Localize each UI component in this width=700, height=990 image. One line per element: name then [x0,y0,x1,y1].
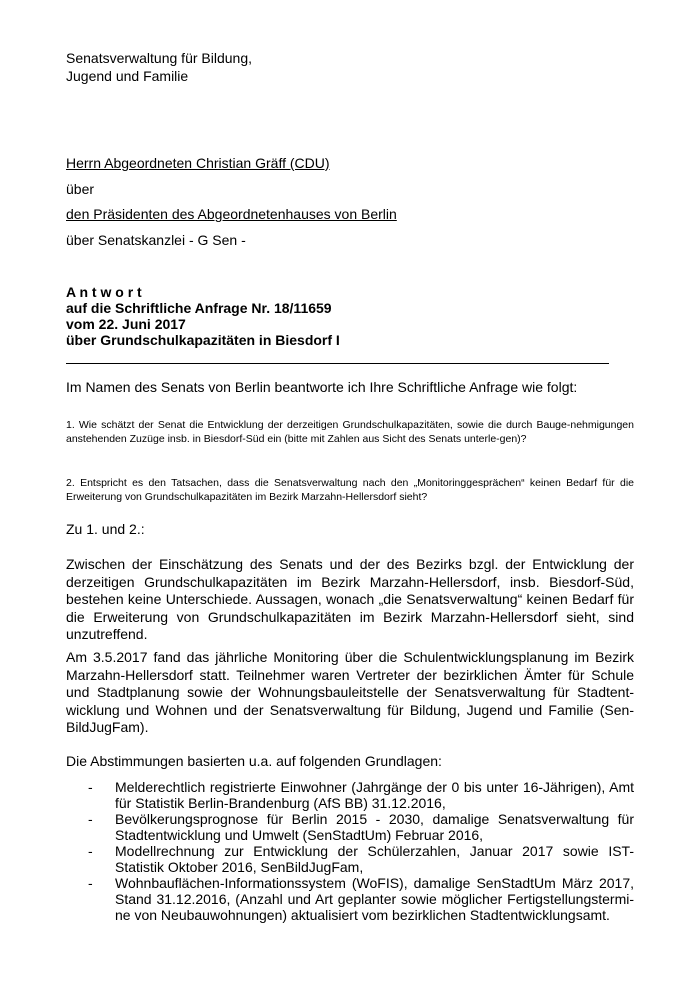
list-item [88,811,634,843]
sender-line-2: Jugend und Familie [66,68,189,84]
sender-block [66,49,252,85]
subject-line-2: vom 22. Juni 2017 [66,316,186,332]
list-item [88,843,634,875]
bullet-marker: - [88,811,93,827]
list-item-text: Modellrechnung zur Entwicklung der Schülerzahlen, Januar 2017 sowie IST-Statistik Oktober 2016, SenBildJugFam, [115,843,634,875]
list-item [88,779,634,811]
bullet-marker: - [88,779,93,795]
bullet-list [88,779,634,923]
list-item [88,875,634,923]
separator-rule [66,363,609,364]
intro-text: Im Namen des Senats von Berlin beantworte ich Ihre Schriftliche Anfrage wie folgt: [66,379,578,395]
list-item-text: Wohnbauflächen-Informationssystem (WoFIS), damalige SenStadtUm März 2017, Stand 31.12.2016, (Anzahl und Art geplanter sowie möglicher Fertigstellungstermi-ne von Neubauwohnungen) aktualisiert vom bezirklichen Stadtentwicklungsamt. [115,875,634,923]
question-1: 1. Wie schätzt der Senat die Entwicklung der derzeitigen Grundschulkapazitäten, sowie die durch Bauge-nehmigungen anstehenden Zuzüge insb. in Biesdorf-Süd ein (bitte mit Zahlen aus Sicht des Senats unterle-gen)? [66,419,634,445]
answer-heading: Zu 1. und 2.: [66,521,145,537]
via-line-2: den Präsidenten des Abgeordnetenhauses von Berlin [66,206,397,222]
bullet-marker: - [88,875,93,891]
list-item-text: Bevölkerungsprognose für Berlin 2015 - 2030, damalige Senatsverwaltung für Stadtentwicklung und Umwelt (SenStadtUm) Februar 2016, [115,811,634,843]
list-item-text: Melderechtlich registrierte Einwohner (Jahrgänge der 0 bis unter 16-Jährigen), Amt für Statistik Berlin-Brandenburg (AfS BB) 31.12.2016, [115,779,634,811]
subject-block [66,284,340,348]
paragraph-2: Am 3.5.2017 fand das jährliche Monitoring über die Schulentwicklungsplanung im Bezirk Marzahn-Hellersdorf statt. Teilnehmer waren Vertreter der bezirklichen Ämter für Schule und Stadtplanung sowie der Wohnungsbauleitstelle der Senatsverwaltung für Stadtent-wicklung und Wohnen und der Senatsverwaltung für Bildung, Jugend und Familie (Sen-BildJugFam). [66,649,634,735]
question-2: 2. Entspricht es den Tatsachen, dass die Senatsverwaltung nach den „Monitoringgesprächen“ keinen Bedarf für die Erweiterung von Grundschulkapazitäten im Bezirk Marzahn-Hellersdorf sieht? [66,477,634,503]
subject-title: A n t w o r t [66,284,142,300]
via-line-1: über [66,181,95,197]
sender-line-1: Senatsverwaltung für Bildung, [66,50,252,66]
bullet-marker: - [88,843,93,859]
paragraph-1: Zwischen der Einschätzung des Senats und der des Bezirks bzgl. der Entwicklung der derzeitigen Grundschulkapazitäten im Bezirk Marzahn-Hellersdorf, insb. Biesdorf-Süd, bestehen keine Unterschiede. Aussagen, wonach „die Senatsverwaltung“ keinen Bedarf für die Erweiterung von Grundschulkapazitäten im Bezirk Marzahn-Hellersdorf sieht, sind unzutreffend. [66,556,634,642]
recipient: Herrn Abgeordneten Christian Gräff (CDU) [66,155,330,171]
paragraph-3: Die Abstimmungen basierten u.a. auf folgenden Grundlagen: [66,753,442,769]
subject-line-3: über Grundschulkapazitäten in Biesdorf I [66,332,340,348]
subject-line-1: auf die Schriftliche Anfrage Nr. 18/11659 [66,300,332,316]
via-line-3: über Senatskanzlei - G Sen - [66,232,246,248]
